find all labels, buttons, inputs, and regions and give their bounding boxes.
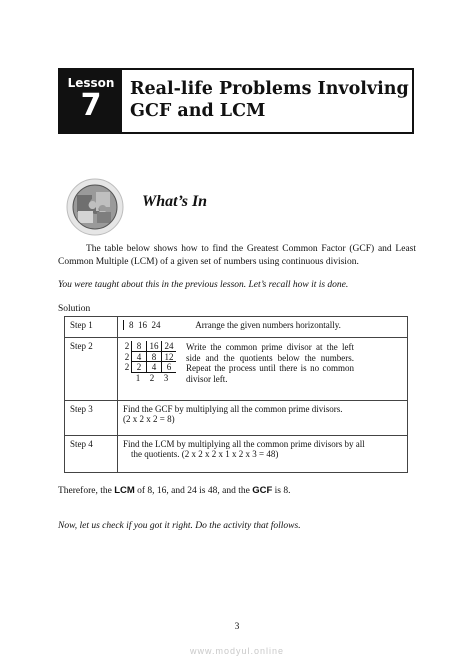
gcf-term: GCF bbox=[252, 485, 273, 496]
intro-paragraph: The table below shows how to find the Greatest Common Factor (GCF) and Least Common Multiple (LCM) of a given set of numbers using continuous division. bbox=[58, 244, 416, 267]
lesson-title-line2: GCF and LCM bbox=[130, 101, 266, 121]
quotient: 6 bbox=[161, 362, 176, 373]
quotient: 1 bbox=[135, 372, 141, 383]
divisor bbox=[123, 373, 131, 384]
divisor: 2 bbox=[124, 341, 130, 351]
lesson-word: Lesson bbox=[67, 76, 115, 90]
step1-numbers: 8 16 24 bbox=[123, 320, 181, 330]
conclusion-post: is 8. bbox=[272, 486, 291, 496]
lesson-number: 7 bbox=[80, 88, 102, 123]
step-content bbox=[118, 401, 408, 436]
step4-text-line1: Find the LCM by multiplying all the common prime divisors by all bbox=[123, 439, 365, 449]
dividend: 16 bbox=[146, 341, 161, 352]
step3-text-line1: Find the GCF by multiplying all the common prime divisors. bbox=[123, 404, 343, 414]
solution-label: Solution bbox=[58, 304, 91, 314]
table-row bbox=[65, 436, 408, 473]
step4-text-line2: the quotients. (2 x 2 x 2 x 1 x 2 x 3 = 48) bbox=[131, 449, 279, 459]
step-label: Step 1 bbox=[65, 317, 118, 338]
table-row bbox=[65, 317, 408, 338]
step-content bbox=[118, 338, 408, 401]
step-label: Step 4 bbox=[65, 436, 118, 473]
puzzle-icon bbox=[66, 178, 124, 236]
table-row bbox=[65, 401, 408, 436]
quotient: 12 bbox=[161, 352, 176, 363]
recall-paragraph: You were taught about this in the previous lesson. Let’s recall how it is done. bbox=[58, 280, 349, 290]
table-row bbox=[65, 338, 408, 401]
conclusion-pre: Therefore, the bbox=[58, 486, 115, 496]
step-content bbox=[118, 436, 408, 473]
lcm-term: LCM bbox=[114, 485, 135, 496]
step-label: Step 3 bbox=[65, 401, 118, 436]
quotient: 2 bbox=[131, 362, 146, 373]
solution-table bbox=[64, 316, 408, 473]
lesson-badge bbox=[60, 70, 122, 132]
quotient: 4 bbox=[146, 362, 161, 373]
conclusion-mid: of 8, 16, and 24 is 48, and the bbox=[134, 486, 253, 496]
lesson-header bbox=[58, 68, 414, 134]
step-content bbox=[118, 317, 408, 338]
step3-text-line2: (2 x 2 x 2 = 8) bbox=[123, 414, 175, 424]
divisor: 2 bbox=[124, 351, 130, 362]
step1-text: Arrange the given numbers horizontally. bbox=[195, 320, 341, 330]
quotient: 8 bbox=[146, 352, 161, 363]
conclusion-paragraph bbox=[58, 484, 416, 498]
step2-text: Write the common prime divisor at the left side and the quotients below the numbers. Repeat the process until there is no common divisor left. bbox=[186, 342, 354, 384]
lesson-title bbox=[130, 78, 409, 122]
watermark: www.modyul.online bbox=[189, 646, 285, 656]
step-label: Step 2 bbox=[65, 338, 118, 401]
divisor: 2 bbox=[124, 362, 130, 372]
section-heading: What’s In bbox=[142, 193, 208, 210]
quotient: 2 bbox=[149, 372, 155, 383]
activity-prompt: Now, let us check if you got it right. Do the activity that follows. bbox=[58, 521, 301, 531]
continuous-division bbox=[123, 341, 176, 383]
quotient: 4 bbox=[131, 352, 146, 363]
quotient: 3 bbox=[163, 372, 169, 383]
dividend: 24 bbox=[161, 341, 176, 352]
dividend: 8 bbox=[131, 341, 146, 352]
page-number: 3 bbox=[234, 622, 240, 632]
lesson-title-line1: Real-life Problems Involving bbox=[130, 79, 409, 99]
